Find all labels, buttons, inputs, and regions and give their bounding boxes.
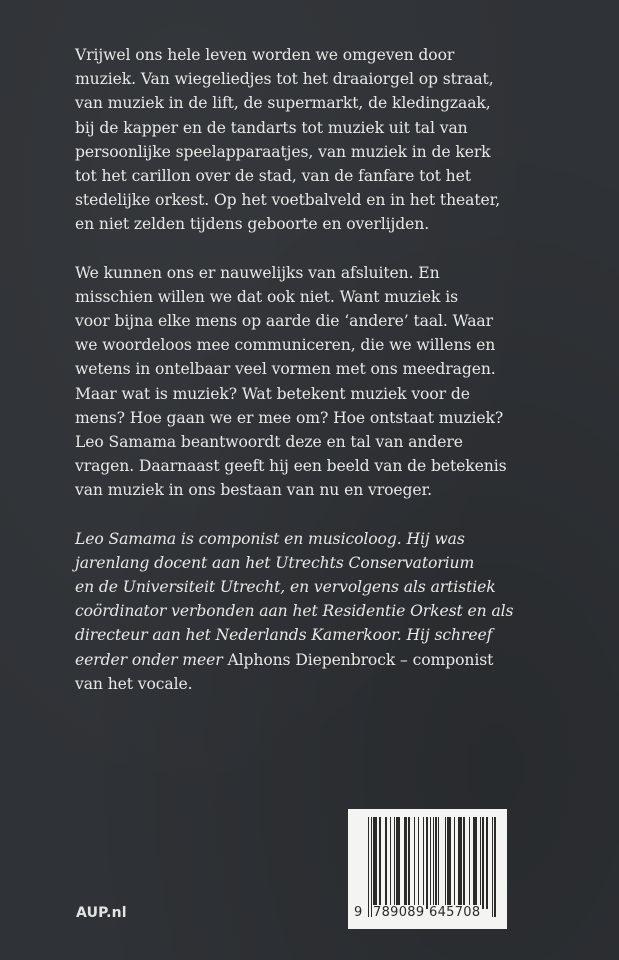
text-line: vragen. Daarnaast geeft hij een beeld van de betekenis [75, 457, 507, 476]
text-line: directeur aan het Nederlands Kamerkoor. Hij schreef [75, 626, 493, 645]
isbn-group-1: 789089 [373, 905, 425, 920]
text-line: Leo Samama beantwoordt deze en tal van andere [75, 433, 463, 452]
text-line: en de Universiteit Utrecht, en vervolgens als artistiek [75, 578, 496, 597]
italic-fragment: eerder onder meer [75, 650, 228, 669]
barcode-bars [368, 817, 496, 917]
isbn-lead-digit: 9 [354, 905, 363, 920]
text-line: jarenlang docent aan het Utrechts Conservatorium [75, 553, 475, 572]
barcode-bar [494, 817, 495, 917]
blurb-text [75, 43, 575, 720]
blurb-paragraph-1 [75, 43, 575, 237]
text-line: Leo Samama is componist en musicoloog. Hij was [75, 529, 465, 548]
text-line: we woordeloos mee communiceren, die we willens en [75, 336, 496, 355]
isbn-barcode [348, 809, 507, 929]
text-line: bij de kapper en de tandarts tot muziek uit tal van [75, 118, 468, 137]
text-line: van muziek in ons bestaan van nu en vroeger. [75, 481, 432, 500]
text-line [75, 648, 575, 672]
text-line: van muziek in de lift, de supermarkt, de kledingzaak, [75, 94, 491, 113]
book-title-reference-tail: van het vocale. [75, 674, 193, 693]
text-line: Vrijwel ons hele leven worden we omgeven door [75, 46, 455, 64]
book-title-reference: Alphons Diepenbrock – componist [227, 650, 494, 669]
text-line: We kunnen ons er nauwelijks van afsluiten. En [75, 263, 440, 282]
text-line: persoonlijke speelapparaatjes, van muziek in de kerk [75, 142, 491, 161]
isbn-group-2: 645708 [429, 905, 481, 920]
author-bio [75, 527, 575, 696]
text-line: Maar wat is muziek? Wat betekent muziek voor de [75, 384, 470, 403]
publisher-logo: AUP.nl [76, 905, 127, 921]
text-line: muziek. Van wiegeliedjes tot het draaiorgel op straat, [75, 70, 494, 89]
text-line: misschien willen we dat ook niet. Want muziek is [75, 287, 459, 306]
text-line: mens? Hoe gaan we er mee om? Hoe ontstaat muziek? [75, 408, 504, 427]
text-line: voor bijna elke mens op aarde die ‘andere’ taal. Waar [75, 312, 493, 331]
text-line: stedelijke orkest. Op het voetbalveld en in het theater, [75, 191, 501, 210]
text-line: en niet zelden tijdens geboorte en overlijden. [75, 215, 430, 234]
text-line: coördinator verbonden aan het Residentie Orkest en als [75, 602, 514, 621]
text-line: tot het carillon over de stad, van de fanfare tot het [75, 167, 471, 186]
blurb-paragraph-2 [75, 261, 575, 503]
text-line: wetens in ontelbaar veel vormen met ons meedragen. [75, 360, 496, 379]
